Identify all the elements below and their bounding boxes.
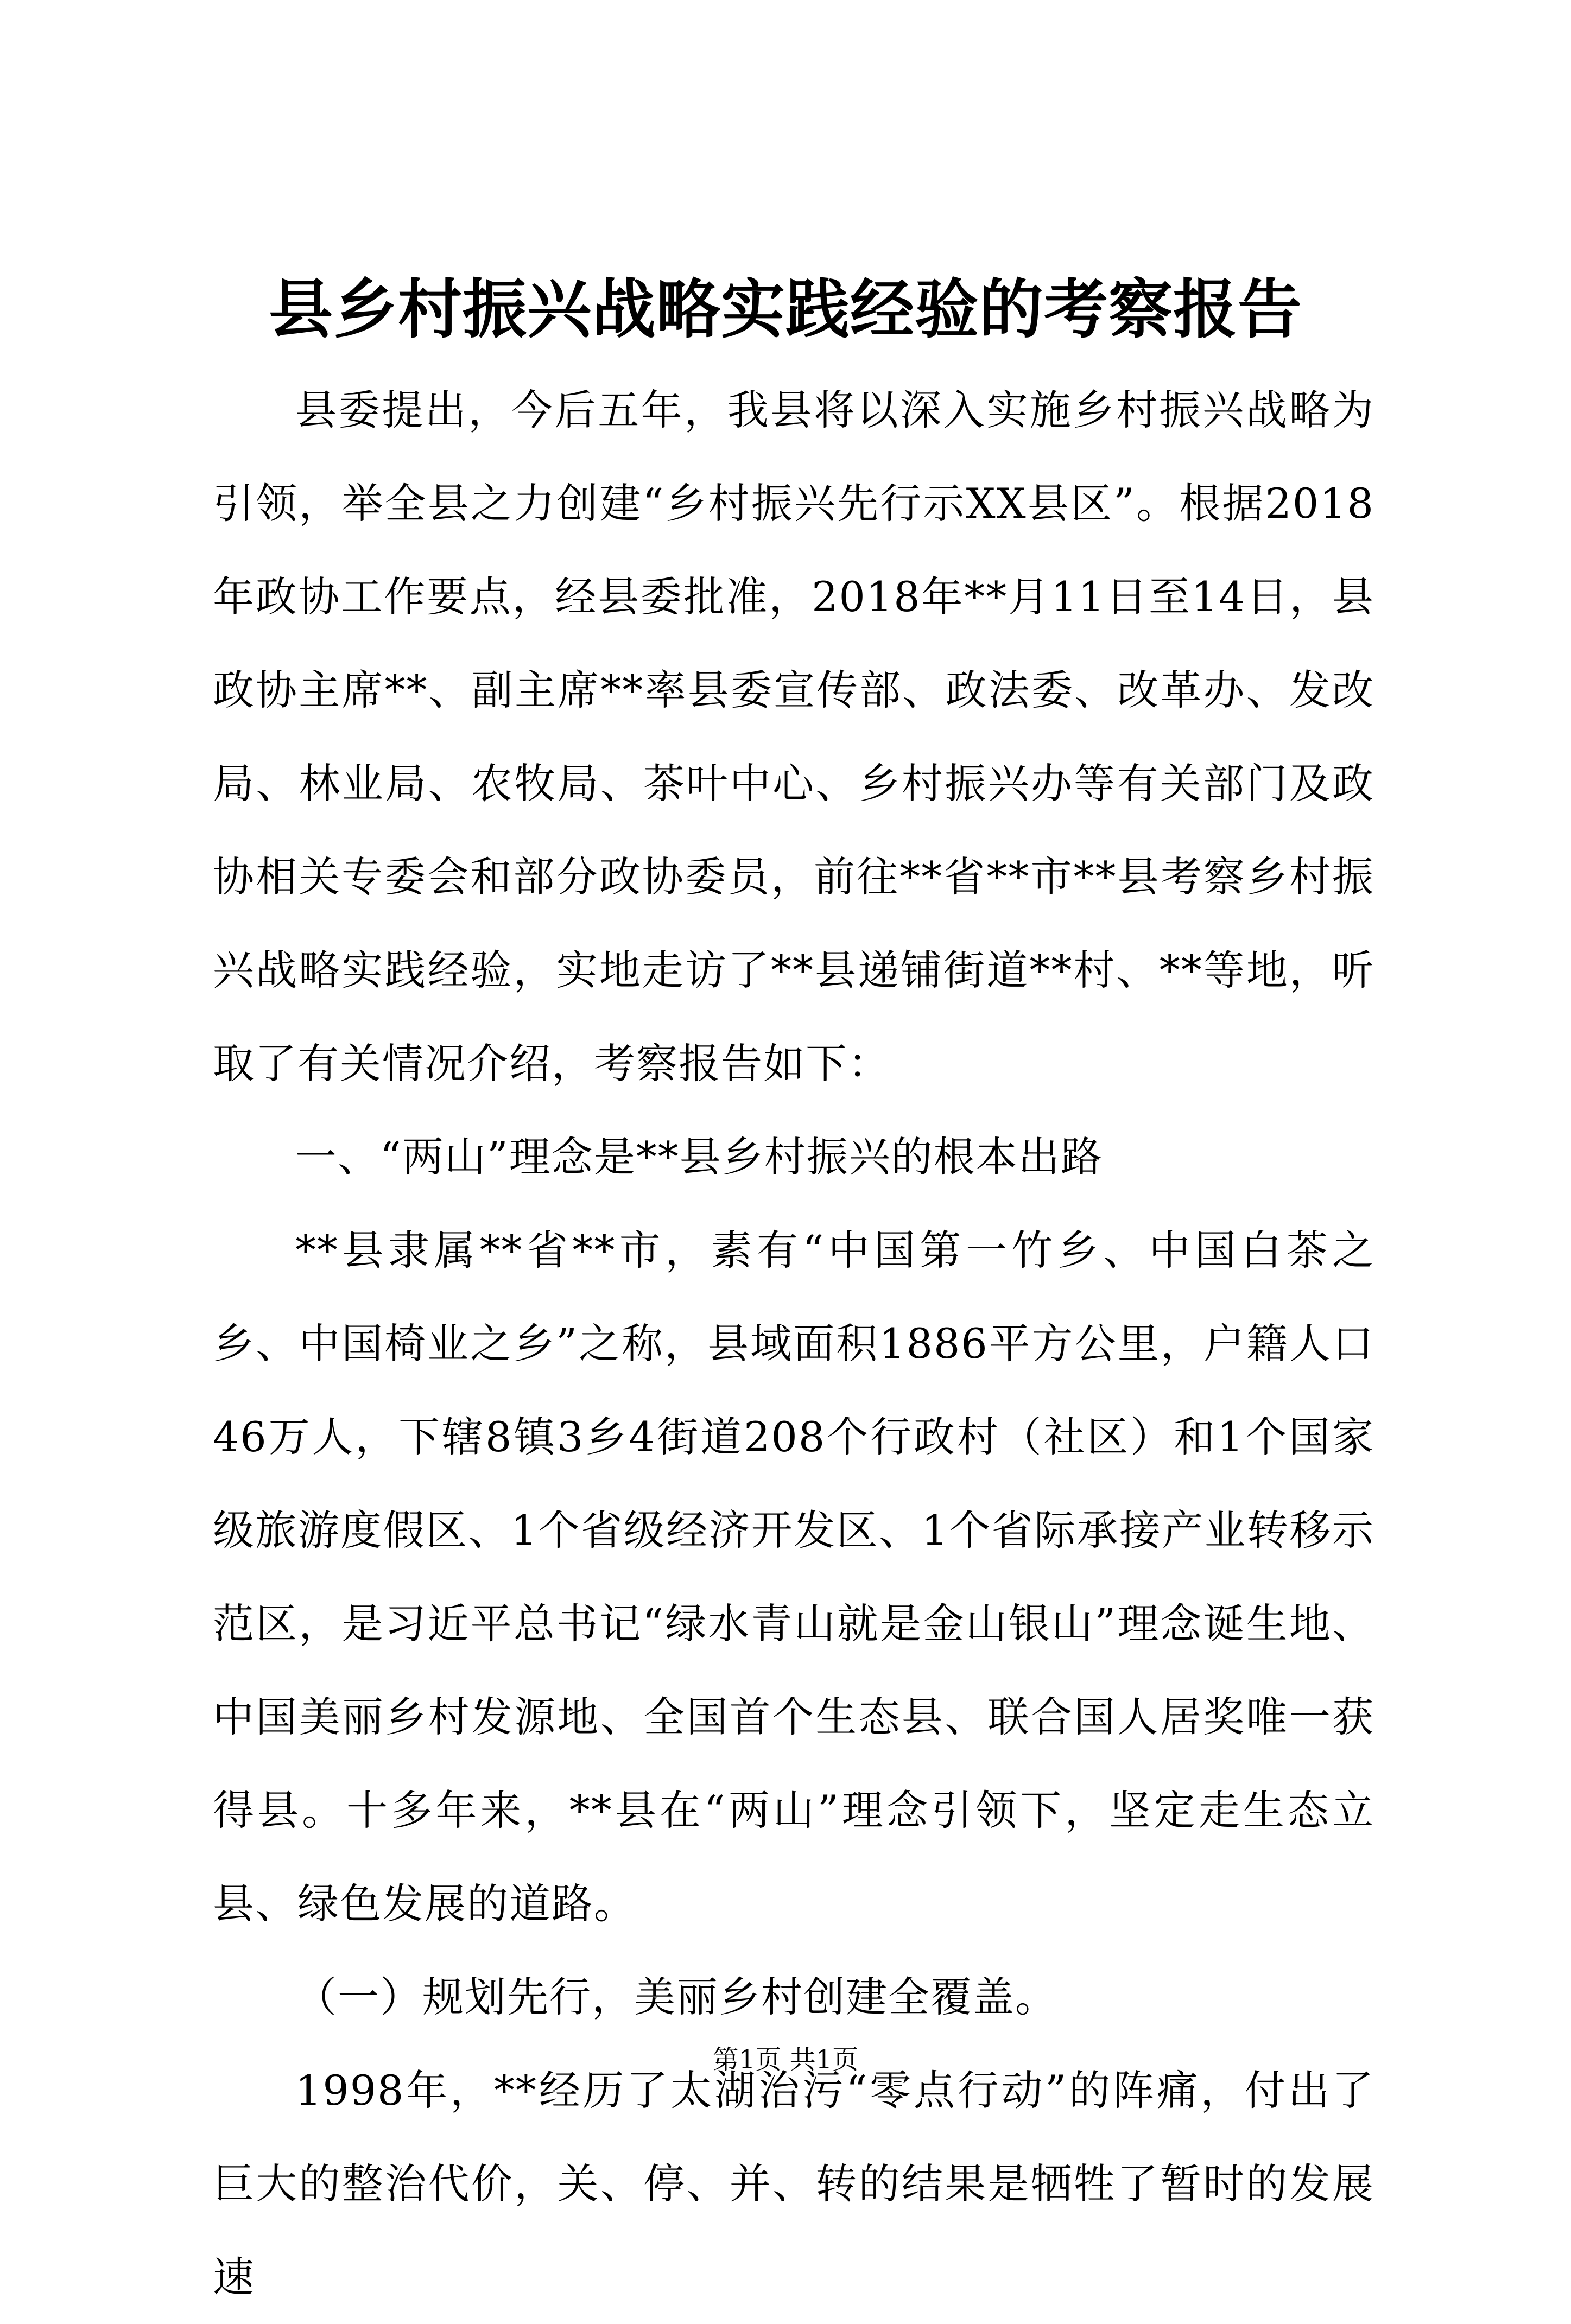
page-footer: 第1页 共1页: [712, 2044, 859, 2075]
paragraph-1998: 1998年，**经历了太湖治污“零点行动”的阵痛，付出了巨大的整治代价，关、停、并、转的结果是牺牲了暂时的发展速: [213, 2066, 1374, 2301]
section-heading-1: 一、“两山”理念是**县乡村振兴的根本出路: [295, 1133, 1103, 1181]
subsection-heading-1: （一）规划先行，美丽乡村创建全覆盖。: [295, 1973, 1057, 2021]
document-body: [213, 364, 1374, 2324]
document-title: 县乡村振兴战略实践经验的考察报告: [268, 271, 1302, 347]
paragraph-intro: 县委提出，今后五年，我县将以深入实施乡村振兴战略为引领，举全县之力创建“乡村振兴先行示XX县区”。根据2018年政协工作要点，经县委批准，2018年**月11日至14日，县政协主席**、副主席**率县委宣传部、政法委、改革办、发改局、林业局、农牧局、茶叶中心、乡村振兴办等有关部门及政协相关专委会和部分政协委员，前往**省**市**县考察乡村振兴战略实践经验，实地走访了**县递铺街道**村、**等地，听取了有关情况介绍，考察报告如下：: [213, 386, 1374, 1088]
paragraph-county-overview: **县隶属**省**市，素有“中国第一竹乡、中国白茶之乡、中国椅业之乡”之称，县域面积1886平方公里，户籍人口46万人，下辖8镇3乡4街道208个行政村（社区）和1个国家级旅游度假区、1个省级经济开发区、1个省际承接产业转移示范区，是习近平总书记“绿水青山就是金山银山”理念诞生地、中国美丽乡村发源地、全国首个生态县、联合国人居奖唯一获得县。十多年来，**县在“两山”理念引领下，坚定走生态立县、绿色发展的道路。: [213, 1226, 1374, 1928]
